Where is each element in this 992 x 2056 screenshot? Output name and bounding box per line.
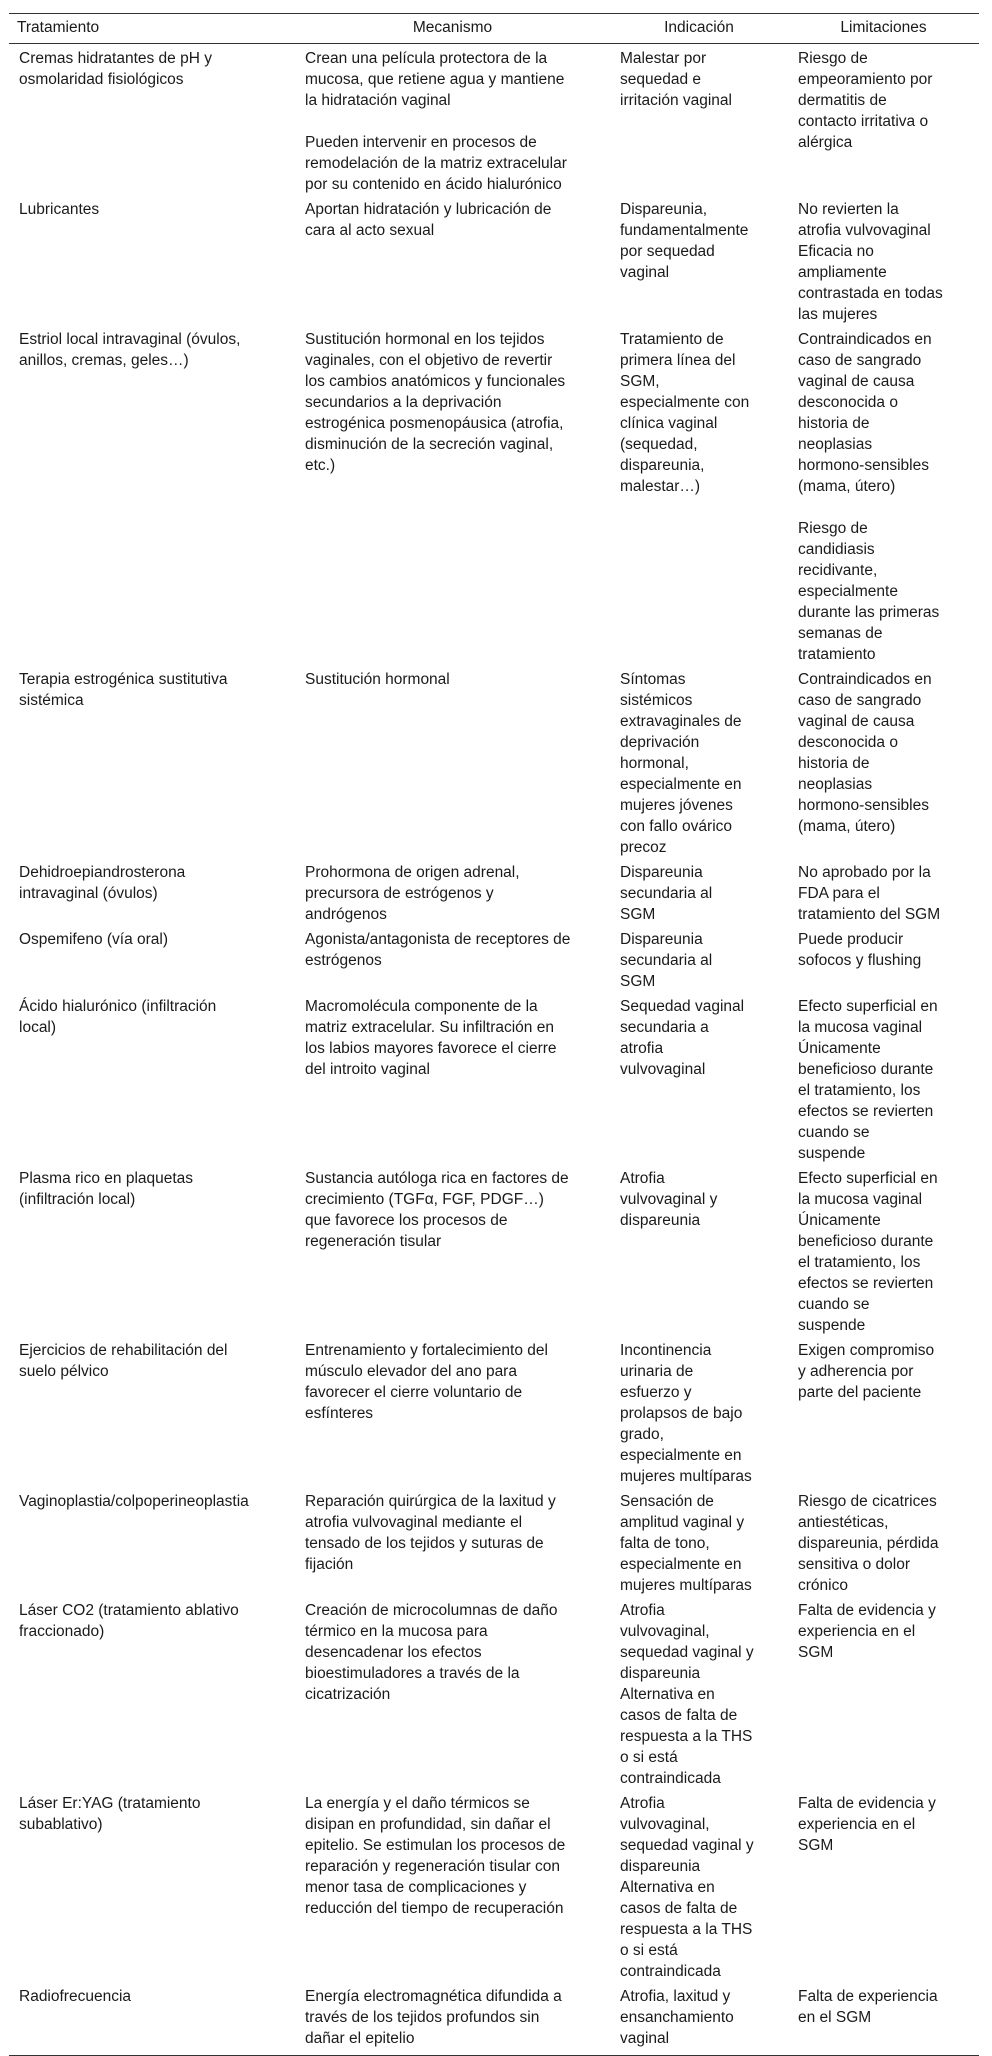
cell-text-line: Tratamiento de: [620, 331, 724, 348]
cell-text-line: estrogénica posmenopáusica (atrofia,: [305, 415, 564, 432]
cell-text-line: Efecto superficial en: [798, 1170, 938, 1187]
cell-mecanismo: [295, 1600, 610, 1793]
cell-text-line: antiestéticas,: [798, 1514, 889, 1531]
cell-limitaciones: [788, 1793, 979, 1986]
cell-text-line: Atrofia: [620, 1170, 665, 1187]
cell-text-line: con fallo ovárico: [620, 818, 733, 835]
cell-text-line: fraccionado): [19, 1623, 105, 1640]
cell-text-line: cuando se: [798, 1124, 870, 1141]
cell-text-line: Entrenamiento y fortalecimiento del: [305, 1342, 548, 1359]
cell-limitaciones: [788, 669, 979, 862]
cell-text-line: andrógenos: [305, 906, 387, 923]
cell-text-line: fundamentalmente: [620, 222, 749, 239]
cell-text-line: Efecto superficial en: [798, 998, 938, 1015]
cell-text-line: hormonal,: [620, 755, 689, 772]
cell-text-line: grado,: [620, 1426, 664, 1443]
cell-text-line: dispareunia: [620, 1212, 701, 1229]
cell-text-line: en el SGM: [798, 2009, 872, 2026]
cell-text-line: historia de: [798, 755, 870, 772]
table-row: [9, 929, 979, 996]
cell-text-line: vaginal de causa: [798, 373, 915, 390]
cell-text-line: regeneración tisular: [305, 1233, 442, 1250]
cell-tratamiento: [9, 1600, 295, 1793]
cell-text-line: mucosa, que retiene agua y mantiene: [305, 71, 565, 88]
cell-text-line: casos de falta de: [620, 1707, 738, 1724]
cell-text-line: dermatitis de: [798, 92, 887, 109]
cell-text-line: dispareunia,: [620, 457, 705, 474]
cell-indicacion: [610, 1986, 788, 2056]
cell-text-line: No revierten la: [798, 201, 899, 218]
cell-limitaciones: [788, 1986, 979, 2056]
cell-text-line: Falta de evidencia y: [798, 1602, 936, 1619]
cell-text-line: Cremas hidratantes de pH y: [19, 50, 212, 67]
cell-text-line: atrofia vulvovaginal mediante el: [305, 1514, 523, 1531]
cell-text-line: Energía electromagnética difundida a: [305, 1988, 562, 2005]
cell-text-line: hormono-sensibles: [798, 457, 929, 474]
cell-mecanismo: [295, 1340, 610, 1491]
cell-text-line: secundarios a la deprivación: [305, 394, 502, 411]
cell-limitaciones: [788, 929, 979, 996]
cell-text-line: Terapia estrogénica sustitutiva: [19, 671, 228, 688]
cell-mecanismo: [295, 1491, 610, 1600]
cell-text-line: vaginales, con el objetivo de revertir: [305, 352, 553, 369]
cell-text-line: SGM: [620, 906, 656, 923]
cell-text-line: Dehidroepiandrosterona: [19, 864, 186, 881]
cell-text-line: vulvovaginal,: [620, 1623, 710, 1640]
cell-limitaciones: [788, 1168, 979, 1340]
cell-text-line: SGM: [798, 1644, 834, 1661]
cell-text-line: Eficacia no: [798, 243, 874, 260]
table-row: [9, 996, 979, 1168]
cell-indicacion: [610, 1340, 788, 1491]
cell-text-line: dispareunia, pérdida: [798, 1535, 939, 1552]
header-tratamiento: Tratamiento: [9, 14, 295, 44]
cell-tratamiento: [9, 1793, 295, 1986]
cell-text-line: dispareunia: [620, 1858, 701, 1875]
cell-text-line: (sequedad,: [620, 436, 698, 453]
cell-text-line: contacto irritativa o: [798, 113, 929, 130]
cell-text-line: la hidratación vaginal: [305, 92, 451, 109]
cell-text-line: respuesta a la THS: [620, 1921, 753, 1938]
cell-text-line: sequedad vaginal y: [620, 1837, 754, 1854]
table-row: [9, 1168, 979, 1340]
table-row: [9, 1793, 979, 1986]
cell-text-line: etc.): [305, 457, 336, 474]
cell-text-line: Atrofia: [620, 1602, 665, 1619]
cell-text-line: extravaginales de: [620, 713, 742, 730]
cell-text-line: Aportan hidratación y lubricación de: [305, 201, 552, 218]
cell-text-line: neoplasias: [798, 776, 873, 793]
cell-text-line: (mama, útero): [798, 478, 896, 495]
cell-text-line: térmico en la mucosa para: [305, 1623, 488, 1640]
cell-text-line: Riesgo de: [798, 520, 868, 537]
cell-text-line: vulvovaginal y: [620, 1191, 718, 1208]
cell-text-line: Contraindicados en: [798, 331, 932, 348]
cell-mecanismo: [295, 199, 610, 329]
cell-indicacion: [610, 1793, 788, 1986]
cell-text-line: alérgica: [798, 134, 853, 151]
cell-indicacion: [610, 199, 788, 329]
cell-limitaciones: [788, 44, 979, 200]
cell-text-line: ampliamente: [798, 264, 887, 281]
cell-text-line: Ejercicios de rehabilitación del: [19, 1342, 228, 1359]
cell-text-line: especialmente en: [620, 1447, 742, 1464]
cell-text-line: por su contenido en ácido hialurónico: [305, 176, 562, 193]
cell-text-line: cara al acto sexual: [305, 222, 435, 239]
cell-tratamiento: [9, 44, 295, 200]
cell-tratamiento: [9, 862, 295, 929]
cell-text-line: contrastada en todas: [798, 285, 943, 302]
cell-text-line: casos de falta de: [620, 1900, 738, 1917]
table-row: [9, 1340, 979, 1491]
cell-tratamiento: [9, 1986, 295, 2056]
cell-text-line: mujeres multíparas: [620, 1577, 752, 1594]
cell-text-line: disminución de la secreción vaginal,: [305, 436, 554, 453]
cell-text-line: mujeres multíparas: [620, 1468, 752, 1485]
cell-indicacion: [610, 1600, 788, 1793]
cell-text-line: experiencia en el: [798, 1816, 916, 1833]
cell-mecanismo: [295, 329, 610, 669]
table-row: [9, 1600, 979, 1793]
cell-text-line: Sequedad vaginal: [620, 998, 745, 1015]
cell-text-line: Reparación quirúrgica de la laxitud y: [305, 1493, 556, 1510]
cell-text-line: Puede producir: [798, 931, 904, 948]
cell-text-line: Estriol local intravaginal (óvulos,: [19, 331, 241, 348]
cell-text-line: urinaria de: [620, 1363, 694, 1380]
cell-text-line: Riesgo de: [798, 50, 868, 67]
cell-text-line: primera línea del: [620, 352, 736, 369]
cell-text-line: Dispareunia: [620, 864, 703, 881]
cell-text-line: subablativo): [19, 1816, 103, 1833]
cell-text-line: efectos se revierten: [798, 1275, 934, 1292]
cell-text-line: y adherencia por: [798, 1363, 914, 1380]
cell-text-line: [798, 497, 969, 518]
cell-text-line: la mucosa vaginal: [798, 1191, 923, 1208]
cell-mecanismo: [295, 1168, 610, 1340]
cell-text-line: Incontinencia: [620, 1342, 712, 1359]
cell-text-line: Dispareunia,: [620, 201, 708, 218]
cell-text-line: crónico: [798, 1577, 848, 1594]
cell-text-line: SGM,: [620, 373, 660, 390]
cell-text-line: beneficioso durante: [798, 1061, 934, 1078]
cell-indicacion: [610, 996, 788, 1168]
cell-limitaciones: [788, 862, 979, 929]
cell-text-line: o si está: [620, 1749, 678, 1766]
cell-text-line: SGM: [620, 973, 656, 990]
table-row: [9, 669, 979, 862]
table-row: [9, 44, 979, 200]
cell-text-line: [305, 111, 600, 132]
cell-indicacion: [610, 44, 788, 200]
cell-text-line: Malestar por: [620, 50, 707, 67]
cell-text-line: tratamiento del SGM: [798, 906, 941, 923]
cell-text-line: matriz extracelular. Su infiltración en: [305, 1019, 554, 1036]
cell-text-line: suelo pélvico: [19, 1363, 109, 1380]
cell-text-line: contraindicada: [620, 1770, 721, 1787]
cell-text-line: mujeres jóvenes: [620, 797, 733, 814]
cell-text-line: Pueden intervenir en procesos de: [305, 134, 537, 151]
cell-text-line: parte del paciente: [798, 1384, 922, 1401]
cell-text-line: esfuerzo y: [620, 1384, 692, 1401]
cell-text-line: cicatrización: [305, 1686, 391, 1703]
cell-text-line: prolapsos de bajo: [620, 1405, 743, 1422]
cell-text-line: amplitud vaginal y: [620, 1514, 745, 1531]
table-row: [9, 862, 979, 929]
cell-limitaciones: [788, 1491, 979, 1600]
cell-text-line: Radiofrecuencia: [19, 1988, 132, 2005]
cell-text-line: (mama, útero): [798, 818, 896, 835]
cell-limitaciones: [788, 1600, 979, 1793]
cell-text-line: caso de sangrado: [798, 352, 922, 369]
cell-text-line: suspende: [798, 1317, 866, 1334]
cell-text-line: Sustitución hormonal: [305, 671, 450, 688]
cell-mecanismo: [295, 996, 610, 1168]
cell-text-line: FDA para el: [798, 885, 880, 902]
cell-tratamiento: [9, 996, 295, 1168]
cell-text-line: precoz: [620, 839, 667, 856]
cell-text-line: local): [19, 1019, 57, 1036]
cell-limitaciones: [788, 1340, 979, 1491]
cell-text-line: hormono-sensibles: [798, 797, 929, 814]
cell-text-line: tensado de los tejidos y suturas de: [305, 1535, 544, 1552]
cell-text-line: vaginal: [620, 2030, 670, 2047]
table-row: [9, 329, 979, 669]
cell-text-line: falta de tono,: [620, 1535, 710, 1552]
cell-text-line: dañar el epitelio: [305, 2030, 415, 2047]
cell-text-line: Falta de experiencia: [798, 1988, 938, 2005]
cell-text-line: sensitiva o dolor: [798, 1556, 911, 1573]
table-body: [9, 44, 979, 2056]
cell-text-line: esfínteres: [305, 1405, 374, 1422]
cell-text-line: epitelio. Se estimulan los procesos de: [305, 1837, 566, 1854]
cell-indicacion: [610, 929, 788, 996]
cell-text-line: del introito vaginal: [305, 1061, 430, 1078]
cell-text-line: Crean una película protectora de la: [305, 50, 548, 67]
cell-text-line: Dispareunia: [620, 931, 703, 948]
cell-text-line: los labios mayores favorece el cierre: [305, 1040, 557, 1057]
cell-text-line: desencadenar los efectos: [305, 1644, 482, 1661]
cell-text-line: Creación de microcolumnas de daño: [305, 1602, 558, 1619]
cell-tratamiento: [9, 1168, 295, 1340]
cell-text-line: Riesgo de cicatrices: [798, 1493, 937, 1510]
cell-text-line: la mucosa vaginal: [798, 1019, 923, 1036]
cell-text-line: La energía y el daño térmicos se: [305, 1795, 530, 1812]
cell-text-line: ensanchamiento: [620, 2009, 734, 2026]
cell-mecanismo: [295, 929, 610, 996]
cell-text-line: Agonista/antagonista de receptores de: [305, 931, 571, 948]
cell-text-line: sofocos y flushing: [798, 952, 922, 969]
cell-text-line: sistémica: [19, 692, 84, 709]
cell-text-line: empeoramiento por: [798, 71, 933, 88]
cell-mecanismo: [295, 44, 610, 200]
cell-text-line: neoplasias: [798, 436, 873, 453]
cell-text-line: secundaria al: [620, 952, 713, 969]
cell-tratamiento: [9, 329, 295, 669]
cell-text-line: Atrofia: [620, 1795, 665, 1812]
cell-limitaciones: [788, 329, 979, 669]
treatments-table: [9, 13, 979, 2056]
cell-text-line: durante las primeras: [798, 604, 940, 621]
cell-text-line: el tratamiento, los: [798, 1082, 921, 1099]
cell-text-line: Ácido hialurónico (infiltración: [19, 998, 217, 1015]
cell-text-line: desconocida o: [798, 734, 898, 751]
cell-text-line: Láser Er:YAG (tratamiento: [19, 1795, 201, 1812]
cell-text-line: crecimiento (TGFα, FGF, PDGF…): [305, 1191, 544, 1208]
table-row: [9, 199, 979, 329]
cell-text-line: contraindicada: [620, 1963, 721, 1980]
cell-text-line: reparación y regeneración tisular con: [305, 1858, 561, 1875]
cell-text-line: Sustitución hormonal en los tejidos: [305, 331, 545, 348]
cell-text-line: Falta de evidencia y: [798, 1795, 936, 1812]
cell-text-line: beneficioso durante: [798, 1233, 934, 1250]
cell-text-line: músculo elevador del ano para: [305, 1363, 517, 1380]
cell-text-line: Plasma rico en plaquetas: [19, 1170, 194, 1187]
header-indicacion: Indicación: [610, 14, 788, 44]
cell-text-line: Sustancia autóloga rica en factores de: [305, 1170, 569, 1187]
cell-text-line: intravaginal (óvulos): [19, 885, 158, 902]
cell-text-line: Prohormona de origen adrenal,: [305, 864, 520, 881]
cell-text-line: vaginal de causa: [798, 713, 915, 730]
cell-text-line: estrógenos: [305, 952, 382, 969]
cell-text-line: menor tasa de complicaciones y: [305, 1879, 527, 1896]
cell-text-line: Lubricantes: [19, 201, 100, 218]
cell-indicacion: [610, 1491, 788, 1600]
cell-text-line: especialmente en: [620, 776, 742, 793]
cell-limitaciones: [788, 996, 979, 1168]
cell-text-line: por sequedad: [620, 243, 715, 260]
cell-text-line: que favorece los procesos de: [305, 1212, 508, 1229]
cell-text-line: precursora de estrógenos y: [305, 885, 494, 902]
cell-text-line: especialmente en: [620, 1556, 742, 1573]
cell-tratamiento: [9, 199, 295, 329]
cell-text-line: Alternativa en: [620, 1879, 715, 1896]
cell-text-line: vulvovaginal: [620, 1061, 706, 1078]
cell-text-line: través de los tejidos profundos sin: [305, 2009, 540, 2026]
cell-text-line: experiencia en el: [798, 1623, 916, 1640]
header-mecanismo: Mecanismo: [295, 14, 610, 44]
cell-text-line: vulvovaginal,: [620, 1816, 710, 1833]
cell-text-line: respuesta a la THS: [620, 1728, 753, 1745]
cell-text-line: reducción del tiempo de recuperación: [305, 1900, 564, 1917]
cell-text-line: Sensación de: [620, 1493, 714, 1510]
cell-text-line: sistémicos: [620, 692, 693, 709]
cell-text-line: suspende: [798, 1145, 866, 1162]
cell-text-line: las mujeres: [798, 306, 878, 323]
cell-text-line: Vaginoplastia/colpoperineoplastia: [19, 1493, 249, 1510]
cell-text-line: los cambios anatómicos y funcionales: [305, 373, 566, 390]
header-limitaciones: Limitaciones: [788, 14, 979, 44]
cell-tratamiento: [9, 669, 295, 862]
cell-mecanismo: [295, 1793, 610, 1986]
cell-text-line: disipan en profundidad, sin dañar el: [305, 1816, 551, 1833]
cell-text-line: recidivante,: [798, 562, 878, 579]
cell-text-line: No aprobado por la: [798, 864, 931, 881]
cell-text-line: dispareunia: [620, 1665, 701, 1682]
cell-text-line: historia de: [798, 415, 870, 432]
cell-text-line: Síntomas: [620, 671, 686, 688]
cell-text-line: Exigen compromiso: [798, 1342, 935, 1359]
cell-text-line: Ospemifeno (vía oral): [19, 931, 169, 948]
cell-text-line: especialmente con: [620, 394, 750, 411]
cell-text-line: o si está: [620, 1942, 678, 1959]
cell-tratamiento: [9, 1340, 295, 1491]
cell-text-line: vaginal: [620, 264, 670, 281]
cell-indicacion: [610, 329, 788, 669]
cell-text-line: atrofia: [620, 1040, 664, 1057]
cell-text-line: semanas de: [798, 625, 883, 642]
cell-text-line: malestar…): [620, 478, 701, 495]
cell-text-line: deprivación: [620, 734, 700, 751]
cell-text-line: (infiltración local): [19, 1191, 136, 1208]
cell-text-line: Atrofia, laxitud y: [620, 1988, 731, 2005]
cell-text-line: candidiasis: [798, 541, 875, 558]
cell-text-line: secundaria a: [620, 1019, 709, 1036]
cell-text-line: caso de sangrado: [798, 692, 922, 709]
cell-mecanismo: [295, 1986, 610, 2056]
table-header-row: [9, 14, 979, 44]
cell-text-line: sequedad e: [620, 71, 702, 88]
cell-text-line: atrofia vulvovaginal: [798, 222, 931, 239]
cell-text-line: efectos se revierten: [798, 1103, 934, 1120]
table-row: [9, 1491, 979, 1600]
cell-text-line: tratamiento: [798, 646, 876, 663]
cell-tratamiento: [9, 1491, 295, 1600]
cell-text-line: remodelación de la matriz extracelular: [305, 155, 567, 172]
cell-mecanismo: [295, 862, 610, 929]
cell-text-line: Contraindicados en: [798, 671, 932, 688]
cell-text-line: anillos, cremas, geles…): [19, 352, 189, 369]
cell-text-line: sequedad vaginal y: [620, 1644, 754, 1661]
cell-text-line: desconocida o: [798, 394, 898, 411]
cell-text-line: Láser CO2 (tratamiento ablativo: [19, 1602, 239, 1619]
cell-limitaciones: [788, 199, 979, 329]
cell-indicacion: [610, 862, 788, 929]
cell-text-line: especialmente: [798, 583, 898, 600]
cell-text-line: favorecer el cierre voluntario de: [305, 1384, 523, 1401]
cell-text-line: cuando se: [798, 1296, 870, 1313]
cell-text-line: Macromolécula componente de la: [305, 998, 538, 1015]
cell-text-line: irritación vaginal: [620, 92, 732, 109]
table-row: [9, 1986, 979, 2056]
cell-text-line: bioestimuladores a través de la: [305, 1665, 520, 1682]
cell-text-line: clínica vaginal: [620, 415, 718, 432]
cell-text-line: secundaria al: [620, 885, 713, 902]
cell-tratamiento: [9, 929, 295, 996]
cell-text-line: Alternativa en: [620, 1686, 715, 1703]
cell-mecanismo: [295, 669, 610, 862]
cell-text-line: osmolaridad fisiológicos: [19, 71, 184, 88]
cell-indicacion: [610, 1168, 788, 1340]
cell-text-line: el tratamiento, los: [798, 1254, 921, 1271]
cell-text-line: Únicamente: [798, 1212, 881, 1229]
cell-text-line: fijación: [305, 1556, 354, 1573]
cell-indicacion: [610, 669, 788, 862]
cell-text-line: SGM: [798, 1837, 834, 1854]
cell-text-line: Únicamente: [798, 1040, 881, 1057]
